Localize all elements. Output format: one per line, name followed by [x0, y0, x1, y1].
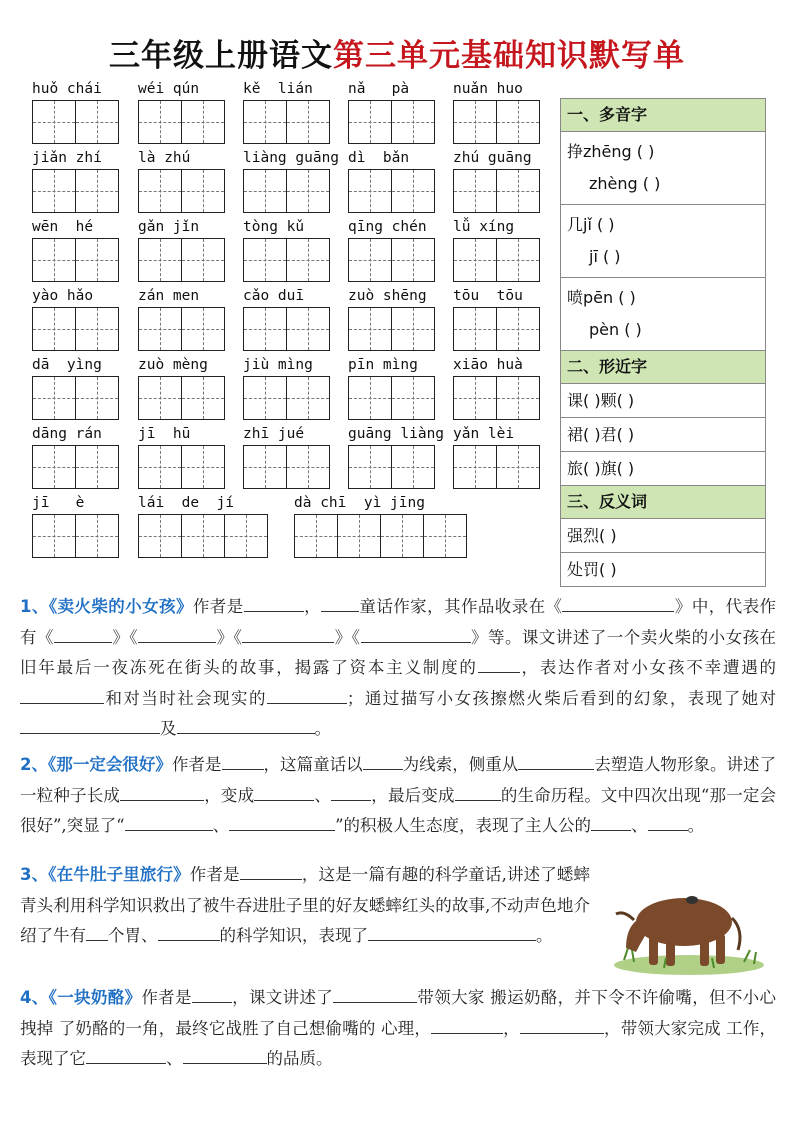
tianzige-box[interactable] [243, 238, 287, 282]
word-writing-group [348, 80, 435, 146]
pinyin-label: jī hū [138, 426, 191, 442]
tianzige-box[interactable] [138, 514, 182, 558]
writing-boxes [32, 100, 119, 144]
tianzige-box[interactable] [497, 238, 540, 282]
pinyin-label: zhú guāng [453, 150, 532, 166]
tianzige-box[interactable] [453, 445, 497, 489]
writing-boxes [32, 514, 119, 558]
writing-boxes [453, 445, 540, 489]
pinyin-label: nǎ pà [348, 81, 410, 97]
answer-blank[interactable] [86, 924, 108, 942]
writing-boxes [138, 514, 268, 558]
tianzige-box[interactable] [392, 307, 435, 351]
antonym-item: 强烈( ) [561, 519, 765, 553]
word-writing-group [138, 218, 225, 284]
tianzige-box[interactable] [76, 307, 119, 351]
pinyin-label: kě lián [243, 81, 313, 97]
similar-char-item: 裙( )君( ) [561, 418, 765, 452]
word-writing-group [138, 287, 225, 353]
word-writing-group [138, 425, 225, 491]
answer-blank[interactable] [229, 814, 335, 832]
question-text: 、 [314, 785, 332, 805]
question-number: 2、 [20, 755, 49, 774]
pinyin-label: gǎn jǐn [138, 219, 200, 235]
tianzige-box[interactable] [348, 238, 392, 282]
writing-boxes [138, 169, 225, 213]
question-2 [20, 750, 776, 842]
tianzige-box[interactable] [182, 376, 225, 420]
tianzige-box[interactable] [182, 169, 225, 213]
question-text: 》《 [111, 627, 139, 647]
question-text: 童话作家，其作品收录在《 [358, 597, 563, 616]
title-red: 第三单元基础知识默写单 [333, 38, 685, 74]
question-text: 、 [631, 816, 648, 835]
question-text: 个胃、 [108, 926, 158, 945]
answer-blank[interactable] [333, 986, 417, 1004]
answer-blank[interactable] [120, 783, 204, 801]
tianzige-box[interactable] [32, 307, 76, 351]
pinyin-label: dā yìng [32, 357, 102, 373]
tianzige-box[interactable] [497, 445, 540, 489]
polyphone-line: 喷pēn ( ) [567, 288, 636, 307]
answer-blank[interactable] [431, 1016, 503, 1034]
tianzige-box[interactable] [497, 100, 540, 144]
book-title: 《一块奶酪》 [48, 988, 142, 1007]
book-title: 《那一定会很好》 [48, 755, 172, 774]
question-text: ，表达作者对小女孩不幸遭遇的 [519, 658, 777, 677]
pinyin-label: cǎo duī [243, 288, 305, 304]
pinyin-label: wēn hé [32, 219, 94, 235]
answer-blank[interactable] [138, 625, 216, 643]
tianzige-box[interactable] [76, 514, 119, 558]
word-writing-group [348, 425, 445, 491]
tianzige-box[interactable] [76, 376, 119, 420]
tianzige-box[interactable] [392, 376, 435, 420]
writing-boxes [243, 307, 330, 351]
word-writing-group [348, 149, 435, 215]
tianzige-box[interactable] [338, 514, 381, 558]
word-writing-group [32, 80, 119, 146]
writing-boxes [243, 445, 330, 489]
question-text: 、 [212, 816, 230, 835]
tianzige-box[interactable] [497, 376, 540, 420]
answer-blank[interactable] [222, 753, 264, 771]
tianzige-box[interactable] [392, 238, 435, 282]
question-text: 。 [314, 719, 331, 738]
question-text: ，课文讲述了 [231, 988, 334, 1007]
answer-blank[interactable] [86, 1047, 166, 1065]
question-number: 3、 [20, 865, 49, 884]
tianzige-box[interactable] [76, 100, 119, 144]
tianzige-box[interactable] [138, 445, 182, 489]
tianzige-box[interactable] [243, 100, 287, 144]
tianzige-box[interactable] [453, 169, 497, 213]
question-number: 1、 [20, 597, 49, 616]
tianzige-box[interactable] [182, 307, 225, 351]
word-writing-group [243, 425, 330, 491]
answer-blank[interactable] [125, 814, 213, 832]
question-text: 。 [687, 816, 705, 835]
antonym-item: 处罚( ) [567, 560, 617, 579]
tianzige-box[interactable] [287, 307, 330, 351]
writing-boxes [348, 238, 435, 282]
answer-blank[interactable] [267, 686, 347, 704]
writing-boxes [138, 445, 225, 489]
tianzige-box[interactable] [138, 100, 182, 144]
similar-char-item: 旅( )旗( ) [561, 452, 765, 486]
question-text: 的品质。 [266, 1049, 333, 1068]
tianzige-box[interactable] [243, 445, 287, 489]
tianzige-box[interactable] [182, 514, 225, 558]
book-title: 《在牛肚子里旅行》 [48, 865, 190, 884]
polyphone-item [561, 278, 765, 351]
word-writing-group [453, 149, 540, 215]
polyphone-item [561, 205, 765, 278]
writing-boxes [453, 238, 540, 282]
tianzige-box[interactable] [76, 238, 119, 282]
writing-boxes [348, 307, 435, 351]
answer-blank[interactable] [478, 656, 520, 674]
answer-blank[interactable] [363, 753, 403, 771]
similar-char-item: 课( )颗( ) [561, 384, 765, 418]
writing-boxes [138, 100, 225, 144]
question-text: ，这篇童话以 [263, 755, 363, 774]
section-heading-antonym: 三、反义词 [561, 486, 765, 519]
tianzige-box[interactable] [287, 238, 330, 282]
writing-boxes [243, 238, 330, 282]
tianzige-box[interactable] [392, 169, 435, 213]
tianzige-box[interactable] [392, 445, 435, 489]
word-writing-group [348, 218, 435, 284]
word-writing-group [243, 287, 330, 353]
answer-blank[interactable] [591, 814, 631, 832]
answer-blank[interactable] [244, 595, 304, 613]
polyphone-line: 挣zhēng ( ) [567, 142, 655, 161]
pinyin-label: lái de jí [138, 495, 235, 511]
tianzige-box[interactable] [392, 100, 435, 144]
answer-blank[interactable] [455, 783, 501, 801]
pinyin-label: dì bǎn [348, 150, 410, 166]
writing-boxes [243, 376, 330, 420]
pinyin-label: dà chī yì jīng [294, 495, 425, 511]
question-text: 作者是 [141, 988, 192, 1007]
question-1 [20, 592, 776, 745]
question-text: 、 [166, 1049, 183, 1068]
word-writing-group [348, 356, 435, 422]
tianzige-box[interactable] [138, 169, 182, 213]
answer-blank[interactable] [192, 986, 232, 1004]
word-writing-group [453, 287, 540, 353]
answer-blank[interactable] [321, 595, 359, 613]
writing-boxes [138, 307, 225, 351]
writing-boxes [243, 169, 330, 213]
writing-boxes [348, 376, 435, 420]
question-text: ， [303, 597, 321, 616]
pinyin-label: yǎn lèi [453, 426, 515, 442]
pinyin-label: lǚ xíng [453, 219, 515, 235]
tianzige-box[interactable] [424, 514, 467, 558]
tianzige-box[interactable] [348, 376, 392, 420]
writing-boxes [348, 445, 435, 489]
question-text: 》中，代表作有《 [20, 597, 776, 647]
word-writing-group [138, 356, 225, 422]
answer-blank[interactable] [242, 625, 334, 643]
pinyin-label: zhī jué [243, 426, 305, 442]
word-writing-group [32, 356, 119, 422]
pinyin-label: jī è [32, 495, 85, 511]
answer-blank[interactable] [54, 625, 112, 643]
writing-boxes [243, 100, 330, 144]
question-3 [20, 860, 590, 952]
writing-boxes [294, 514, 467, 558]
writing-boxes [453, 307, 540, 351]
writing-boxes [138, 238, 225, 282]
pinyin-label: zán men [138, 288, 200, 304]
word-writing-group [453, 356, 540, 422]
pinyin-label: jiǎn zhí [32, 150, 102, 166]
answer-blank[interactable] [183, 1047, 267, 1065]
tianzige-box[interactable] [225, 514, 268, 558]
tianzige-box[interactable] [32, 514, 76, 558]
tianzige-box[interactable] [348, 169, 392, 213]
question-text: 》《 [334, 627, 361, 647]
tianzige-box[interactable] [497, 169, 540, 213]
tianzige-box[interactable] [243, 169, 287, 213]
tianzige-box[interactable] [32, 376, 76, 420]
pinyin-label: nuǎn huo [453, 81, 523, 97]
tianzige-box[interactable] [182, 445, 225, 489]
pinyin-label: là zhú [138, 150, 191, 166]
pinyin-label: tòng kǔ [243, 219, 305, 235]
word-writing-group [138, 80, 225, 146]
question-text: 及 [160, 719, 177, 738]
word-writing-group [453, 218, 540, 284]
word-writing-group [32, 149, 119, 215]
answer-blank[interactable] [158, 924, 220, 942]
tianzige-box[interactable] [138, 307, 182, 351]
word-writing-group [138, 149, 225, 215]
tianzige-box[interactable] [294, 514, 338, 558]
question-text: ，这是一篇有趣的科学童话,讲述了蟋蟀青头利用科学知识救出了被牛吞进肚子里的好友蟋蟀红头的故事,不动声色地介绍了牛有 [20, 865, 591, 945]
answer-blank[interactable] [177, 717, 315, 735]
pinyin-label: huǒ chái [32, 81, 102, 97]
tianzige-box[interactable] [287, 169, 330, 213]
tianzige-box[interactable] [497, 307, 540, 351]
pinyin-label: zuò shēng [348, 288, 427, 304]
writing-boxes [32, 238, 119, 282]
question-text: 》等。课文讲述了一个卖火柴的小女孩在旧年最后一夜冻死在街头的故事，揭露了资本主义制度的 [20, 627, 777, 677]
tianzige-box[interactable] [287, 376, 330, 420]
title-black: 三年级上册语文 [109, 38, 333, 74]
answer-blank[interactable] [518, 753, 594, 771]
word-writing-group [32, 218, 119, 284]
question-text: 去塑造人物形象。讲述了一粒种子长成 [20, 755, 777, 805]
tianzige-box[interactable] [348, 100, 392, 144]
answer-blank[interactable] [20, 686, 104, 704]
word-writing-group [243, 149, 340, 215]
question-text: ，带领大家完成 工作，表现了它 [20, 1018, 777, 1068]
polyphone-item [561, 132, 765, 205]
tianzige-box[interactable] [76, 169, 119, 213]
writing-boxes [453, 169, 540, 213]
writing-boxes [32, 445, 119, 489]
tianzige-box[interactable] [32, 100, 76, 144]
word-writing-group [243, 80, 330, 146]
answer-blank[interactable] [331, 783, 371, 801]
question-text: 为线索，侧重从 [402, 755, 519, 774]
pinyin-label: xiāo huà [453, 357, 523, 373]
writing-boxes [32, 307, 119, 351]
tianzige-box[interactable] [348, 307, 392, 351]
question-text: 带领大家 搬运奶酪，并下令不许偷嘴，但不小心拽掉 了奶酪的一角，最终它战胜了自己想偷嘴的 心理， [20, 988, 777, 1038]
question-text: ，最后变成 [371, 785, 455, 805]
word-writing-group [243, 356, 330, 422]
writing-boxes [32, 169, 119, 213]
writing-boxes [348, 169, 435, 213]
polyphone-line: pèn ( ) [589, 320, 642, 339]
section-heading-similar: 二、形近字 [561, 351, 765, 384]
pinyin-label: dāng rán [32, 426, 102, 442]
tianzige-box[interactable] [182, 238, 225, 282]
question-text: 。 [536, 926, 553, 945]
answer-blank[interactable] [20, 717, 160, 735]
answer-blank[interactable] [254, 783, 314, 801]
word-writing-group [453, 425, 540, 491]
pinyin-label: yào hǎo [32, 288, 94, 304]
answer-blank[interactable] [648, 814, 688, 832]
writing-boxes [32, 376, 119, 420]
question-text: ， [503, 1018, 520, 1038]
tianzige-box[interactable] [453, 100, 497, 144]
writing-boxes [453, 376, 540, 420]
tianzige-box[interactable] [182, 100, 225, 144]
tianzige-box[interactable] [32, 445, 76, 489]
tianzige-box[interactable] [138, 238, 182, 282]
word-writing-group [453, 80, 540, 146]
polyphone-line: 几jǐ ( ) [567, 215, 615, 234]
answer-blank[interactable] [240, 863, 302, 881]
word-writing-group [243, 218, 330, 284]
tianzige-box[interactable] [32, 238, 76, 282]
answer-blank[interactable] [361, 625, 471, 643]
tianzige-box[interactable] [287, 100, 330, 144]
question-text: 作者是 [192, 597, 244, 616]
word-writing-group [32, 425, 119, 491]
page-title [0, 30, 794, 75]
section-heading-polyphone: 一、多音字 [561, 99, 765, 132]
pinyin-label: guāng liàng [348, 426, 445, 442]
answer-blank[interactable] [562, 595, 674, 613]
answer-blank[interactable] [368, 924, 536, 942]
pinyin-label: pīn mìng [348, 357, 418, 373]
book-title: 《卖火柴的小女孩》 [48, 597, 193, 616]
polyphone-line: jī ( ) [589, 247, 621, 266]
tianzige-box[interactable] [243, 307, 287, 351]
side-exercise-table [560, 98, 766, 587]
pinyin-label: wéi qún [138, 81, 200, 97]
word-writing-group [32, 287, 119, 353]
answer-blank[interactable] [520, 1016, 604, 1034]
tianzige-box[interactable] [32, 169, 76, 213]
writing-boxes [348, 100, 435, 144]
pinyin-writing-grid [32, 80, 552, 580]
tianzige-box[interactable] [243, 376, 287, 420]
cow-illustration [604, 860, 774, 980]
question-text: 》《 [216, 627, 243, 647]
word-writing-group [348, 287, 435, 353]
word-writing-group [294, 494, 467, 560]
question-number: 4、 [20, 988, 49, 1007]
pinyin-label: tōu tōu [453, 288, 523, 304]
tianzige-box[interactable] [348, 445, 392, 489]
pinyin-label: zuò mèng [138, 357, 208, 373]
tianzige-box[interactable] [381, 514, 424, 558]
question-text: 的科学知识，表现了 [219, 926, 368, 945]
question-text: 的生命历程。文中四次出现“那一定会很好”,突显了“ [20, 785, 777, 835]
question-text: 作者是 [189, 865, 240, 884]
question-text: ；通过描写小女孩擦燃火柴后看到的幻象，表现了她对 [346, 688, 777, 708]
tianzige-box[interactable] [138, 376, 182, 420]
tianzige-box[interactable] [453, 238, 497, 282]
writing-boxes [453, 100, 540, 144]
question-text: 和对当时社会现实的 [104, 688, 267, 708]
question-text: ，变成 [204, 785, 255, 805]
pinyin-label: jiù mìng [243, 357, 313, 373]
tianzige-box[interactable] [453, 376, 497, 420]
question-text: 作者是 [171, 755, 222, 774]
tianzige-box[interactable] [453, 307, 497, 351]
word-writing-group [32, 494, 119, 560]
pinyin-label: qīng chén [348, 219, 427, 235]
question-4 [20, 983, 776, 1075]
question-text: ”的积极人生态度，表现了主人公的 [335, 816, 592, 835]
pinyin-label: liàng guāng [243, 150, 340, 166]
tianzige-box[interactable] [76, 445, 119, 489]
tianzige-box[interactable] [287, 445, 330, 489]
writing-boxes [138, 376, 225, 420]
polyphone-line: zhèng ( ) [589, 174, 661, 193]
word-writing-group [138, 494, 268, 560]
